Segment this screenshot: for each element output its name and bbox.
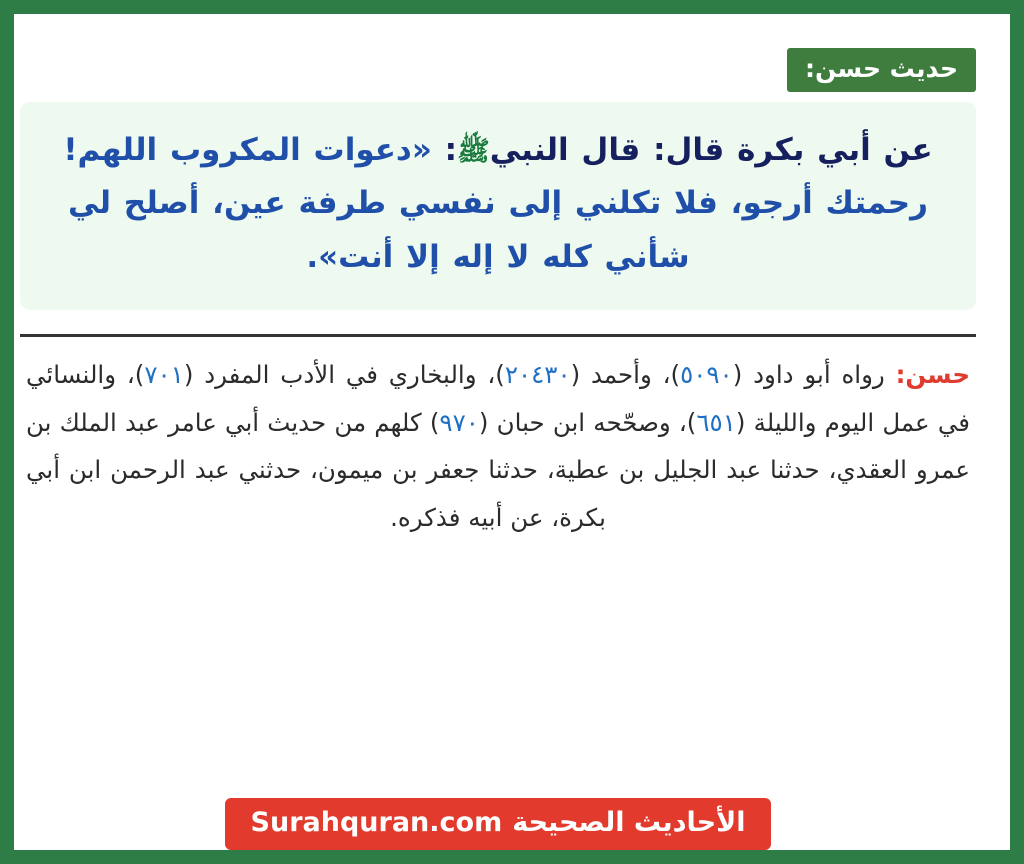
takhrij-number-3: ٦٥١ — [696, 407, 736, 437]
grade-badge-row — [20, 48, 976, 92]
hadith-quote: «دعوات المكروب اللهم! رحمتك أرجو، فلا تكلني إلى نفسي طرفة عين، أصلح لي شأني كله لا إله إلا أنت». — [63, 132, 928, 275]
takhrij-number-1: ٢٠٤٣٠ — [504, 359, 571, 389]
footer-arabic-label: الأحاديث الصحيحة — [512, 807, 746, 839]
status-badge: حديث حسن: — [787, 48, 976, 92]
takhrij-paragraph — [20, 351, 976, 542]
hadith-colon: : — [444, 132, 458, 168]
takhrij-seg-0: رواه أبو داود ( — [732, 359, 896, 389]
takhrij-seg-3: )، والنسائي في عمل اليوم والليلة ( — [26, 359, 970, 437]
document-content — [0, 28, 996, 864]
hadith-narrator-intro: عن أبي بكرة قال: قال النبي — [489, 132, 933, 168]
takhrij-grade-word: حسن: — [895, 359, 970, 389]
footer-row — [20, 798, 976, 864]
takhrij-number-0: ٥٠٩٠ — [680, 359, 733, 389]
takhrij-seg-2: )، والبخاري في الأدب المفرد ( — [183, 359, 505, 389]
takhrij-seg-5: ) كلهم من حديث أبي عامر عبد الملك بن عمرو العقدي، حدثنا عبد الجليل بن عطية، حدثنا جعفر بن ميمون، حدثني عبد الرحمن ابن أبي بكرة، عن أبيه فذكره. — [26, 407, 970, 533]
footer-badge[interactable] — [225, 798, 772, 850]
hadith-text — [46, 124, 950, 284]
footer-site-link[interactable]: Surahquran.com — [250, 807, 503, 839]
takhrij-number-4: ٩٧٠ — [439, 407, 479, 437]
takhrij-number-2: ٧٠١ — [144, 359, 184, 389]
section-divider — [20, 334, 976, 337]
takhrij-seg-4: )، وصحّحه ابن حبان ( — [478, 407, 697, 437]
takhrij-seg-1: )، وأحمد ( — [570, 359, 681, 389]
hadith-box — [20, 102, 976, 310]
salla-allahu-alayhi-wasallam-icon: ﷺ — [457, 136, 490, 167]
